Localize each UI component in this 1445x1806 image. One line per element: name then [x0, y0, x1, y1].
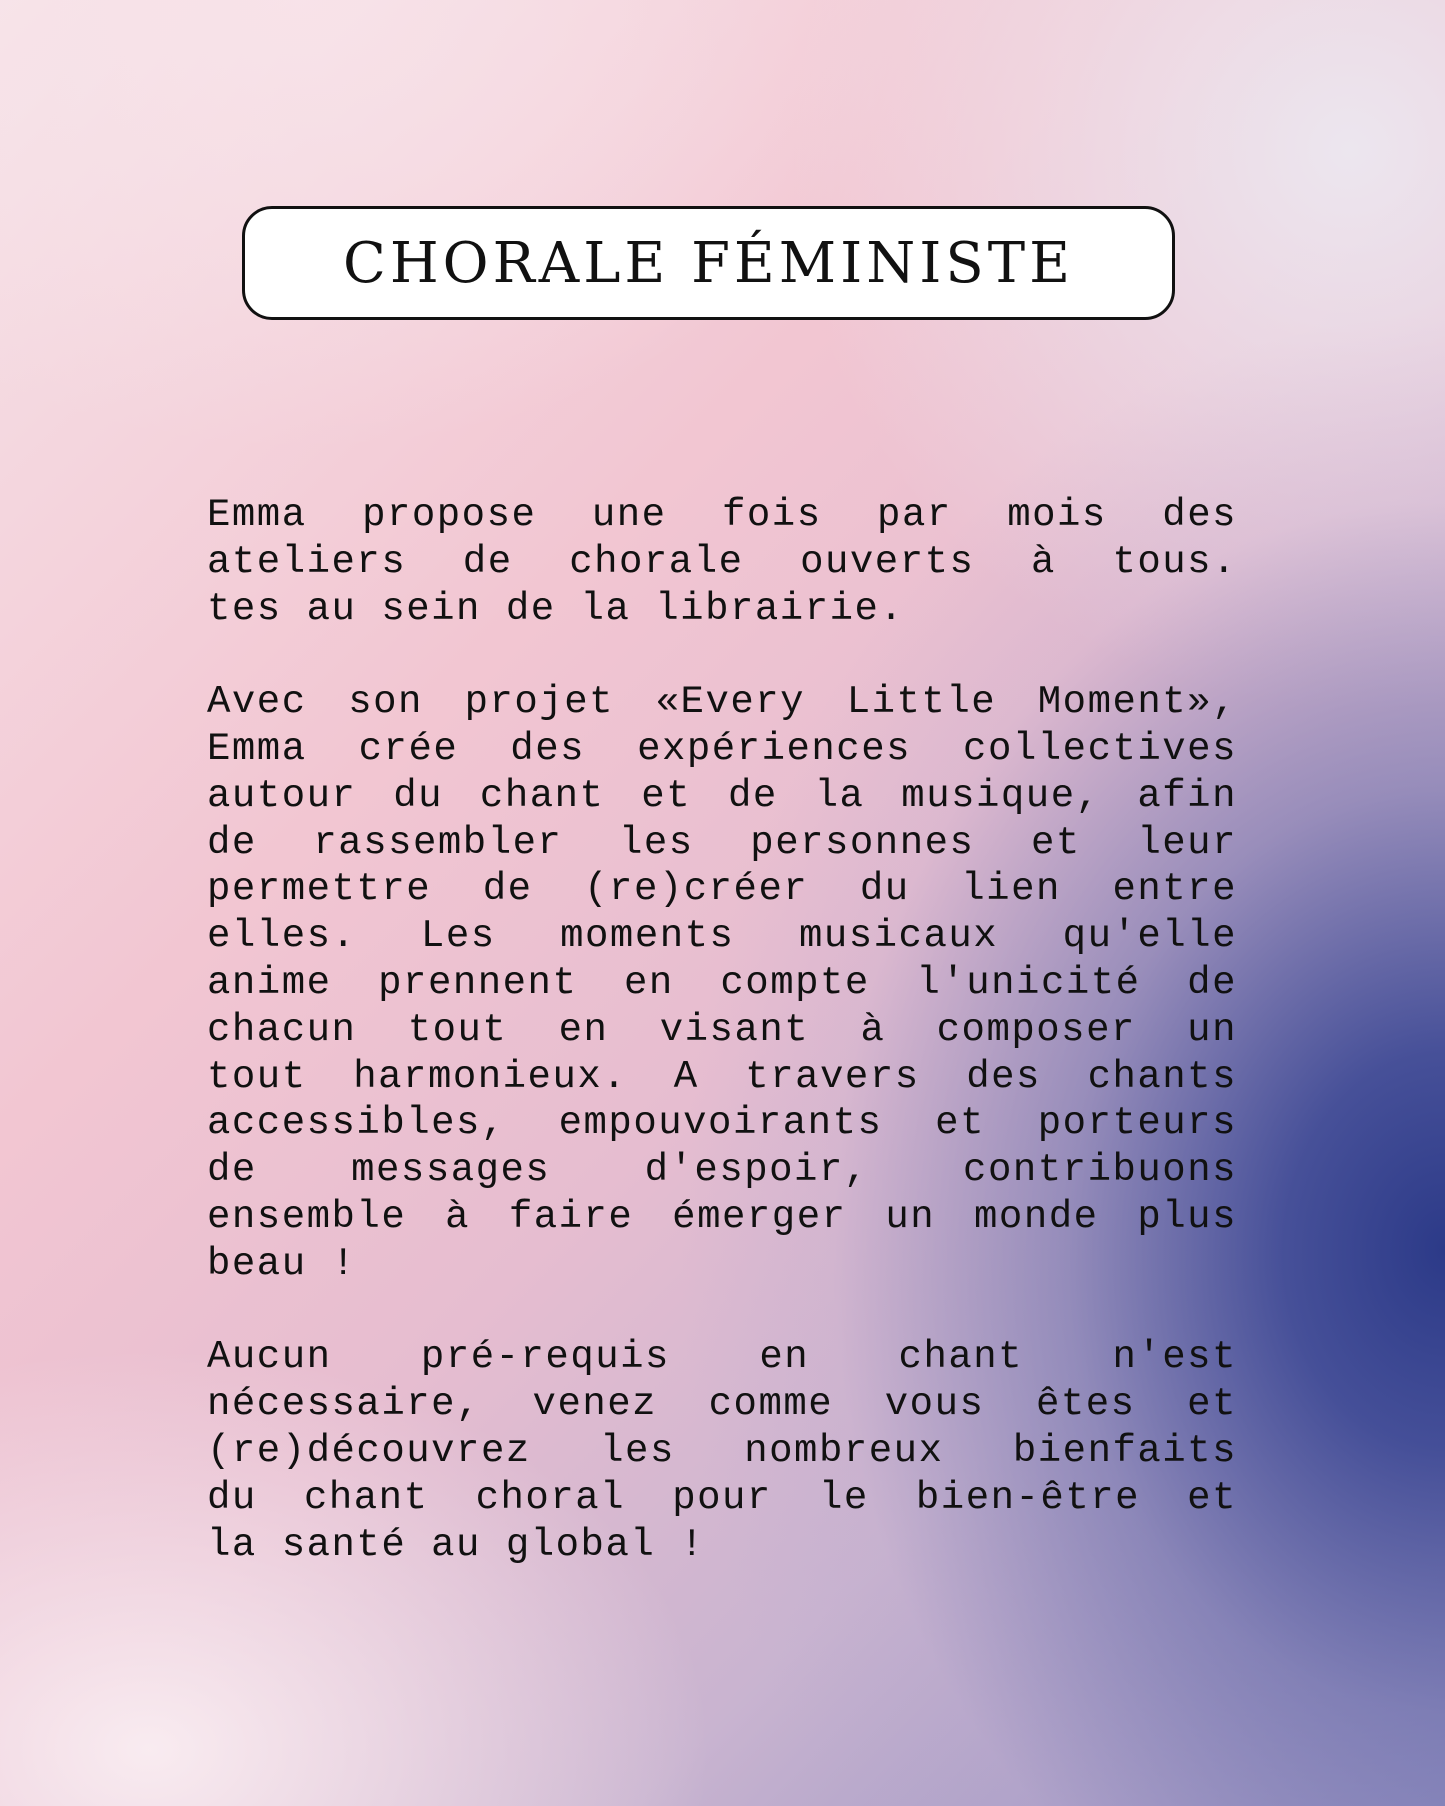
text-line: nécessaire, venez comme vous êtes et: [207, 1382, 1237, 1427]
paragraph-spacer: [207, 1288, 1237, 1335]
text-line: de rassembler les personnes et leur: [207, 820, 1237, 865]
text-line: beau !: [207, 1241, 357, 1286]
paragraph-requirements: [207, 1334, 1237, 1568]
paragraph-spacer: [207, 632, 1237, 679]
text-line: autour du chant et de la musique, afin: [207, 773, 1237, 818]
text-line: Emma crée des expériences collectives: [207, 726, 1237, 771]
text-line: tout harmonieux. A travers des chants: [207, 1054, 1237, 1099]
text-line: accessibles, empouvoirants et porteurs: [207, 1101, 1237, 1146]
text-line: tes au sein de la librairie.: [207, 586, 905, 631]
text-line: de messages d'espoir, contribuons: [207, 1148, 1237, 1193]
text-line: Emma propose une fois par mois des: [207, 493, 1237, 537]
paragraph-project: [207, 679, 1237, 1287]
text-line: Avec son projet «Every Little Moment»,: [207, 680, 1237, 725]
text-line: du chant choral pour le bien-être et: [207, 1475, 1237, 1520]
text-line: permettre de (re)créer du lien entre: [207, 867, 1237, 912]
text-line: ensemble à faire émerger un monde plus: [207, 1194, 1237, 1239]
text-line: ateliers de chorale ouverts à tous.: [207, 539, 1237, 584]
text-line: Aucun pré-requis en chant n'est: [207, 1335, 1237, 1380]
title-box: [242, 206, 1175, 320]
page-title: CHORALE FÉMINISTE: [343, 230, 1074, 296]
body-text: [207, 492, 1237, 1568]
text-line: elles. Les moments musicaux qu'elle: [207, 914, 1237, 959]
text-line: la santé au global !: [207, 1522, 706, 1567]
text-line: anime prennent en compte l'unicité de: [207, 960, 1237, 1005]
text-line: chacun tout en visant à composer un: [207, 1007, 1237, 1052]
text-line: (re)découvrez les nombreux bienfaits: [207, 1428, 1237, 1473]
paragraph-intro: [207, 492, 1237, 632]
